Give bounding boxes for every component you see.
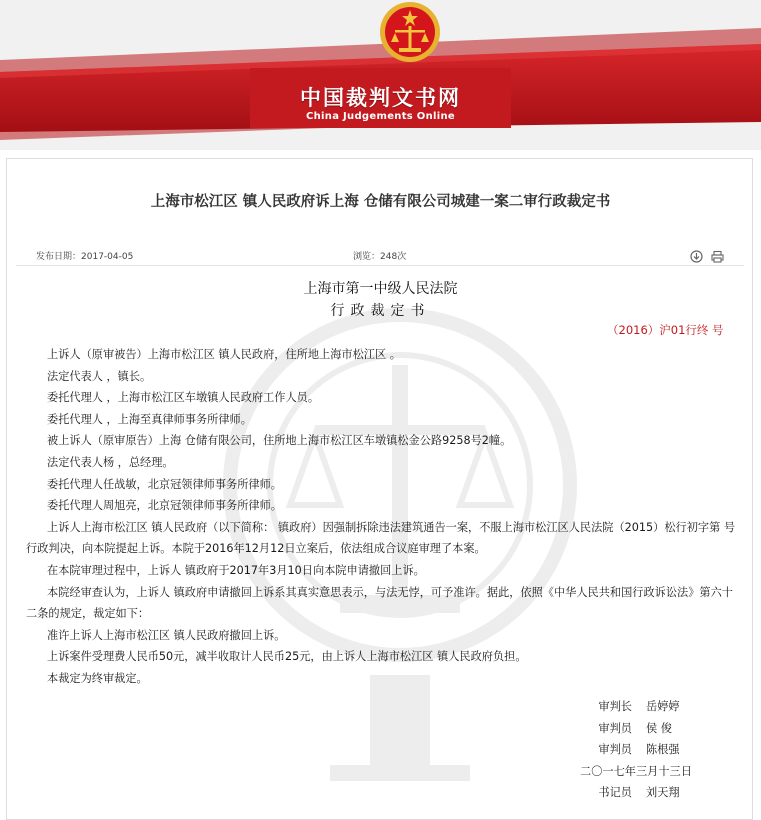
paragraph: 委托代理人 ，上海至真律师事务所律师。 (47, 412, 252, 426)
paragraph: 准许上诉人上海市松江区 镇人民政府撤回上诉。 (47, 628, 286, 642)
signature-name: 侯 俊 (646, 721, 672, 735)
view-count-value: 248次 (380, 252, 407, 262)
paragraph: 在本院审理过程中，上诉人 镇政府于2017年3月10日向本院申请撤回上诉。 (47, 563, 425, 577)
site-banner (0, 0, 761, 150)
title-divider (16, 265, 744, 266)
paragraph: 上诉案件受理费人民币50元，减半收取计人民币25元，由上诉人上海市松江区 镇人民政府负担。 (47, 650, 527, 664)
document-type: 行政裁定书 (330, 303, 431, 319)
clerk-role: 书记员 (598, 786, 632, 800)
case-number: （2016）沪01行终 号 (607, 323, 724, 337)
signature-row (570, 718, 740, 740)
view-count-label: 浏览： (353, 252, 381, 262)
publish-date (36, 249, 133, 262)
paragraph: 委托代理人 ，上海市松江区车墩镇人民政府工作人员。 (47, 391, 320, 405)
document-title: 上海市松江区 镇人民政府诉上海 仓储有限公司城建一案二审行政裁定书 (150, 194, 611, 210)
paragraph: 本院经审查认为，上诉人 镇政府申请撤回上诉系其真实意思表示，与法无悖，可予准许。据此，依照《中华人民共和国行政诉讼法》第六十二条的规定，裁定如下： (26, 585, 733, 621)
signature-role: 审判员 (598, 721, 632, 735)
signature-name: 岳婷婷 (646, 700, 680, 713)
paragraph: 上诉人（原审被告）上海市松江区 镇人民政府，住所地上海市松江区 。 (47, 348, 401, 361)
court-name: 上海市第一中级人民法院 (303, 281, 458, 297)
signature-row (570, 739, 740, 761)
clerk-name: 刘天翔 (646, 786, 680, 800)
publish-date-label: 发布日期： (36, 252, 82, 262)
signature-role: 审判员 (598, 743, 632, 757)
paragraph: 法定代表人 ，镇长。 (47, 369, 152, 383)
print-icon[interactable] (711, 248, 724, 261)
publish-date-value: 2017-04-05 (81, 252, 134, 262)
signing-date: 二〇一七年三月十三日 (580, 764, 692, 778)
court-emblem-icon (375, 0, 445, 70)
signature-block (570, 696, 740, 804)
paragraph: 委托代理人周旭亮，北京冠领律师事务所律师。 (47, 499, 282, 513)
view-count (353, 249, 406, 262)
paragraph: 被上诉人（原审原告）上海 仓储有限公司，住所地上海市松江区车墩镇松金公路9258号2幢。 (47, 434, 512, 448)
paragraph: 本裁定为终审裁定。 (47, 671, 148, 685)
clerk-row (570, 782, 740, 804)
document-body (26, 344, 740, 690)
site-subtitle: China Judgements Online (306, 111, 455, 122)
paragraph: 上诉人上海市松江区 镇人民政府（以下简称： 镇政府）因强制拆除违法建筑通告一案，不服上海市松江区人民法院（2015）松行初字第 号行政判决，向本院提起上诉。本院于2016年12月12日立案后，依法组成合议庭审理了本案。 (26, 520, 736, 556)
paragraph: 委托代理人任战敏，北京冠领律师事务所律师。 (47, 477, 282, 491)
download-icon[interactable] (690, 248, 703, 261)
document-tools (690, 248, 730, 262)
paragraph: 法定代表人杨 ，总经理。 (47, 455, 174, 469)
signature-role: 审判长 (598, 700, 632, 713)
signature-row (570, 696, 740, 718)
site-title[interactable]: 中国裁判文书网 (300, 86, 461, 110)
signature-name: 陈根强 (646, 743, 680, 757)
